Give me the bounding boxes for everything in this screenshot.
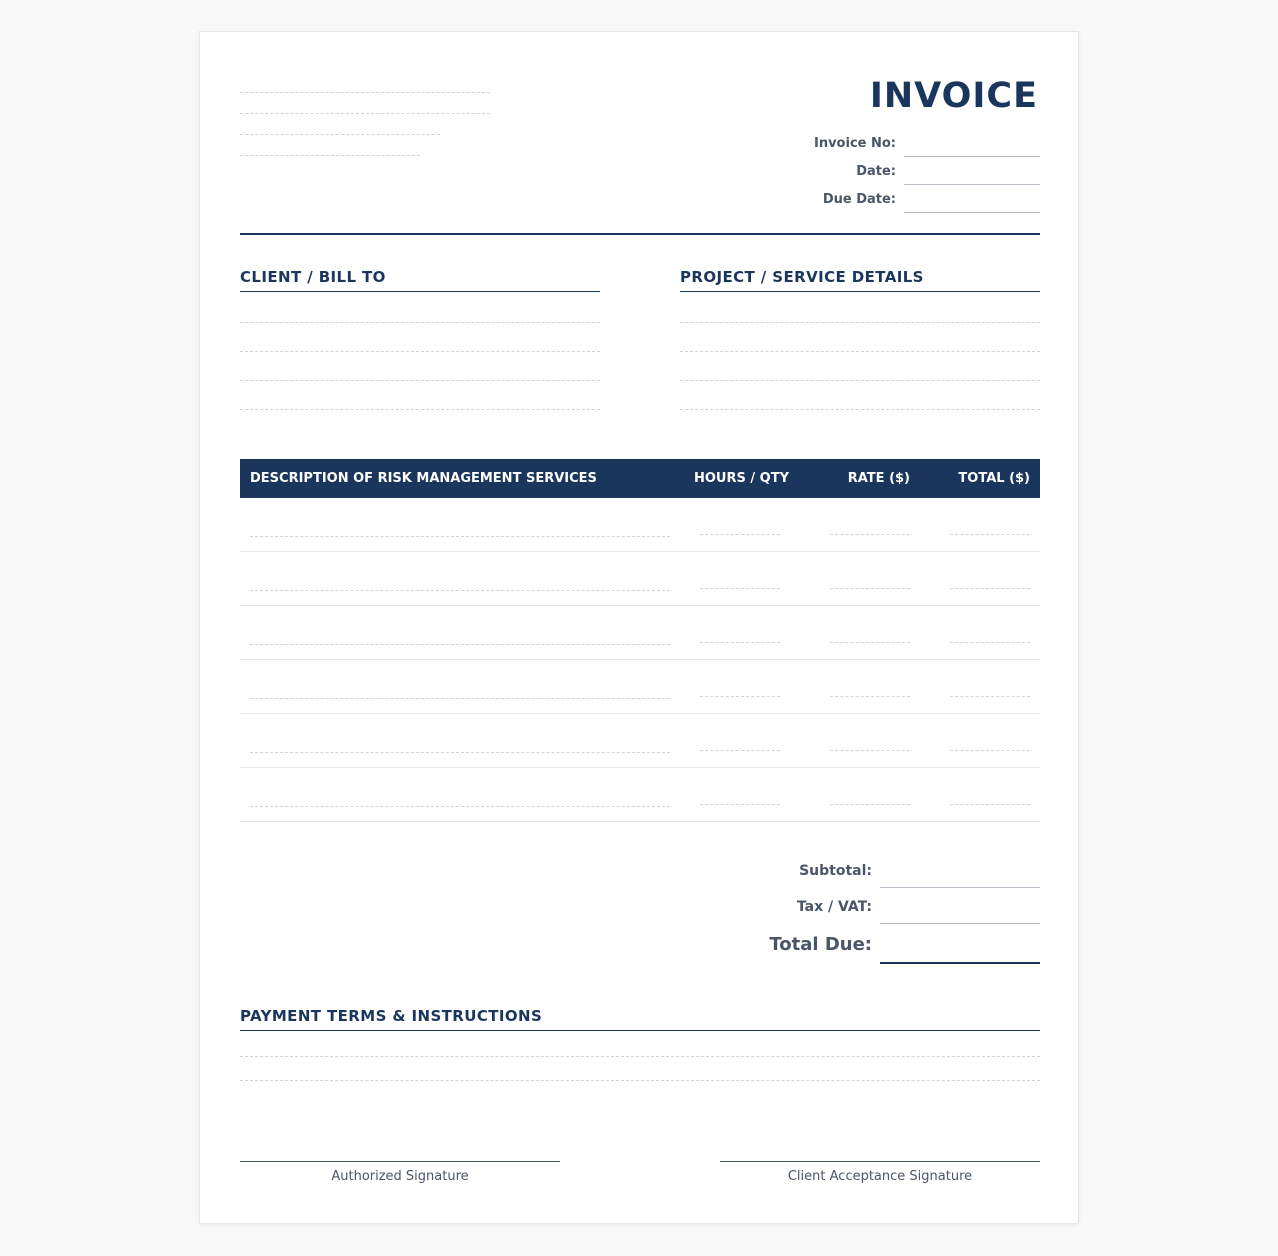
client-line-4[interactable] — [240, 409, 600, 410]
invoice-page — [199, 31, 1079, 1224]
subtotal-label: Subtotal: — [799, 863, 872, 879]
row-rate-field[interactable] — [830, 750, 910, 751]
row-total-field[interactable] — [950, 696, 1030, 697]
header-divider — [240, 233, 1040, 235]
due-date-label: Due Date: — [822, 192, 896, 207]
client-line-2[interactable] — [240, 351, 600, 352]
tax-label: Tax / VAT: — [796, 899, 872, 915]
col-description: DESCRIPTION OF RISK MANAGEMENT SERVICES — [250, 471, 597, 486]
client-signature-label: Client Acceptance Signature — [787, 1169, 973, 1184]
table-row — [240, 660, 1040, 714]
total-due-field[interactable] — [880, 962, 1040, 964]
total-due-label: Total Due: — [769, 934, 872, 955]
services-table-header — [240, 459, 1040, 498]
invoice-title: INVOICE — [869, 76, 1038, 116]
row-rate-field[interactable] — [830, 534, 910, 535]
project-line-2[interactable] — [680, 351, 1040, 352]
authorized-signature-line[interactable] — [240, 1161, 560, 1162]
project-line-4[interactable] — [680, 409, 1040, 410]
payment-line-1[interactable] — [240, 1056, 1040, 1057]
row-total-field[interactable] — [950, 588, 1030, 589]
payment-title-underline — [240, 1030, 1040, 1031]
row-total-field[interactable] — [950, 534, 1030, 535]
table-row — [240, 768, 1040, 822]
row-hours-field[interactable] — [700, 804, 780, 805]
invoice-no-field[interactable] — [904, 156, 1040, 157]
payment-section-title: PAYMENT TERMS & INSTRUCTIONS — [240, 1007, 543, 1025]
company-line-3[interactable] — [240, 134, 440, 135]
row-rate-field[interactable] — [830, 642, 910, 643]
client-line-3[interactable] — [240, 380, 600, 381]
date-field[interactable] — [904, 184, 1040, 185]
authorized-signature-label: Authorized Signature — [331, 1169, 469, 1184]
project-section-title: PROJECT / SERVICE DETAILS — [680, 268, 924, 286]
row-hours-field[interactable] — [700, 588, 780, 589]
col-rate: RATE ($) — [847, 471, 910, 486]
client-section-title: CLIENT / BILL TO — [240, 268, 386, 286]
client-line-1[interactable] — [240, 322, 600, 323]
row-rate-field[interactable] — [830, 804, 910, 805]
company-line-4[interactable] — [240, 155, 420, 156]
row-description-field[interactable] — [250, 590, 670, 591]
table-row — [240, 714, 1040, 768]
due-date-field[interactable] — [904, 212, 1040, 213]
row-description-field[interactable] — [250, 698, 670, 699]
row-hours-field[interactable] — [700, 534, 780, 535]
table-row — [240, 552, 1040, 606]
table-row — [240, 606, 1040, 660]
row-description-field[interactable] — [250, 806, 670, 807]
row-description-field[interactable] — [250, 752, 670, 753]
row-hours-field[interactable] — [700, 642, 780, 643]
company-line-1[interactable] — [240, 92, 490, 93]
col-total: TOTAL ($) — [958, 471, 1030, 486]
row-total-field[interactable] — [950, 750, 1030, 751]
row-rate-field[interactable] — [830, 588, 910, 589]
project-line-3[interactable] — [680, 380, 1040, 381]
company-line-2[interactable] — [240, 113, 490, 114]
table-row-divider — [240, 821, 1040, 822]
client-signature-line[interactable] — [720, 1161, 1040, 1162]
services-table-body — [240, 498, 1040, 822]
row-total-field[interactable] — [950, 642, 1030, 643]
row-rate-field[interactable] — [830, 696, 910, 697]
invoice-no-label: Invoice No: — [813, 136, 896, 151]
project-line-1[interactable] — [680, 322, 1040, 323]
row-description-field[interactable] — [250, 644, 670, 645]
tax-field[interactable] — [880, 923, 1040, 924]
table-row — [240, 498, 1040, 552]
client-title-underline — [240, 291, 600, 292]
subtotal-field[interactable] — [880, 887, 1040, 888]
date-label: Date: — [856, 164, 896, 179]
row-total-field[interactable] — [950, 804, 1030, 805]
row-hours-field[interactable] — [700, 750, 780, 751]
row-description-field[interactable] — [250, 536, 670, 537]
row-hours-field[interactable] — [700, 696, 780, 697]
project-title-underline — [680, 291, 1040, 292]
payment-line-2[interactable] — [240, 1080, 1040, 1081]
col-hours-qty: HOURS / QTY — [694, 471, 789, 486]
